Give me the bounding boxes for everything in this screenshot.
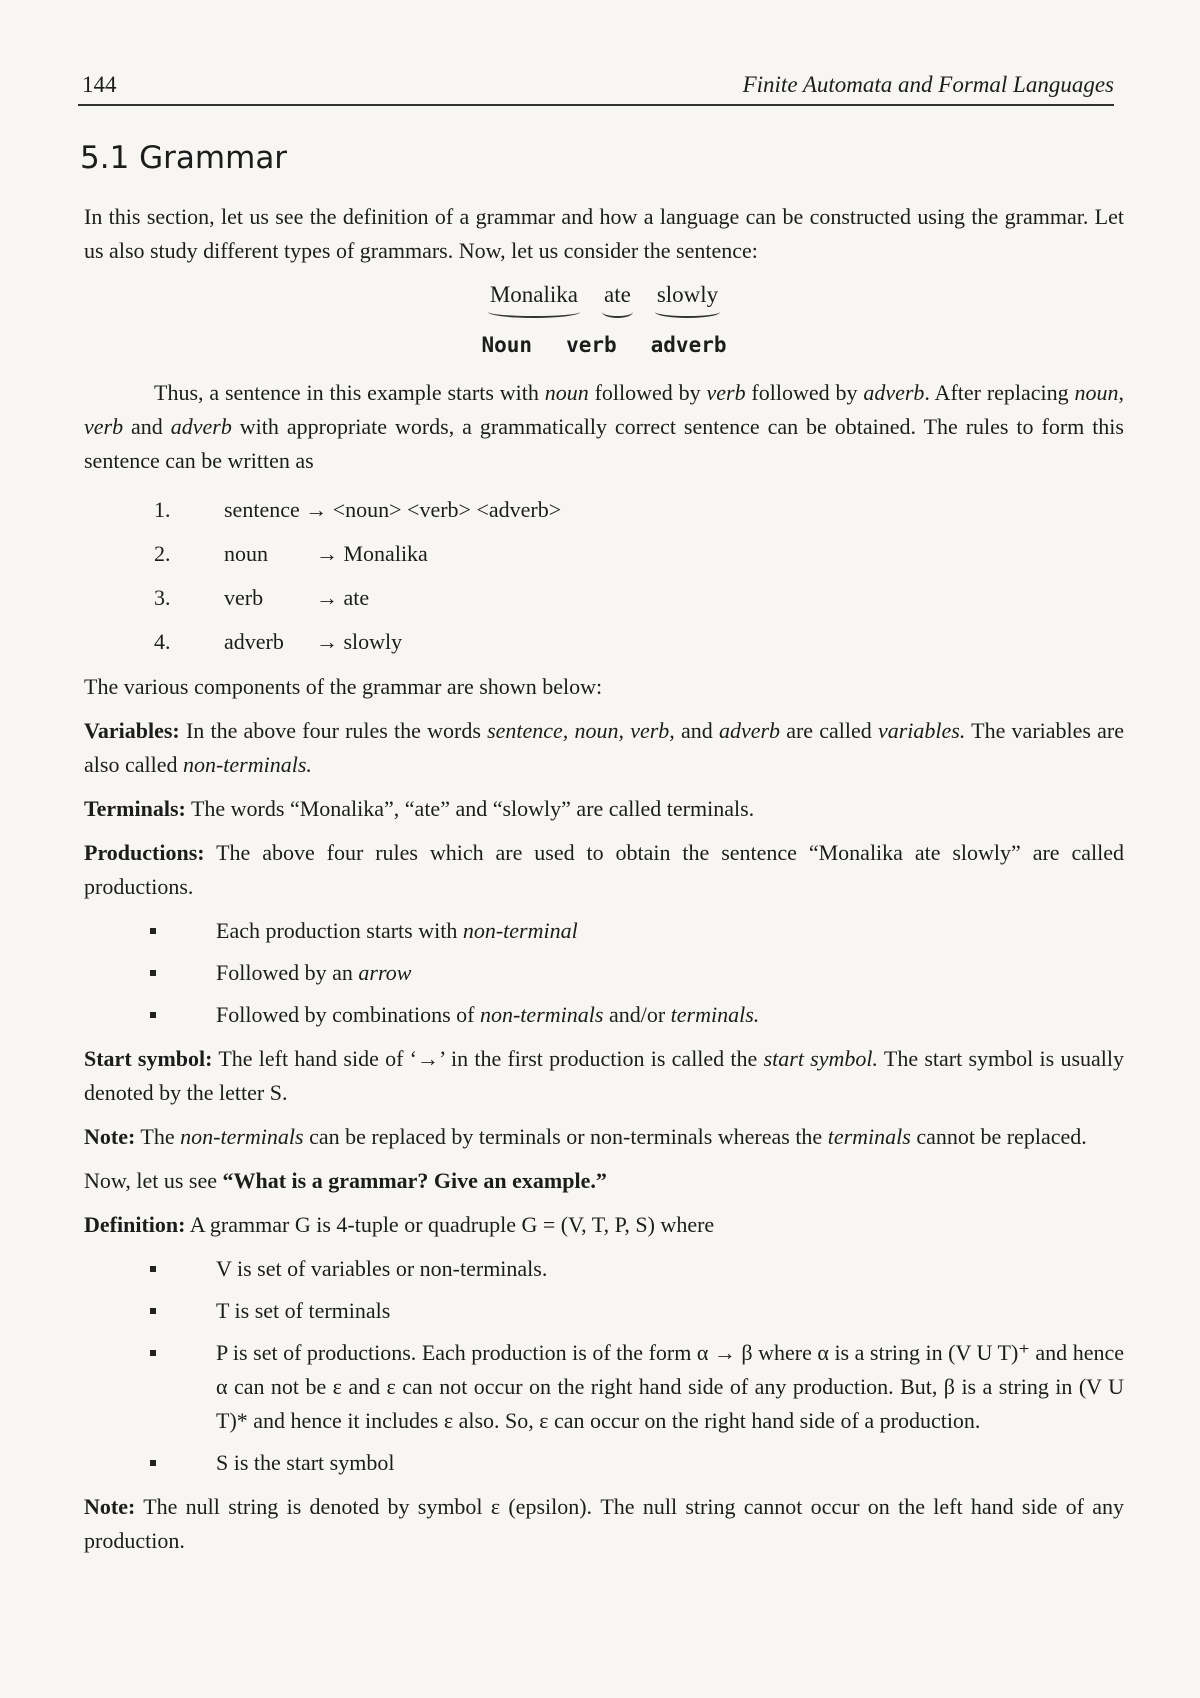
note-paragraph: Note: The null string is denoted by symbol ε (epsilon). The null string cannot occur on the left hand side of any production. (84, 1494, 1124, 1553)
definition-bullets (144, 1252, 1124, 1480)
list-item: Followed by combinations of non-terminals and/or terminals. (144, 998, 1124, 1032)
list-item: Followed by an arrow (144, 956, 1124, 990)
example-word: slowly (655, 278, 720, 318)
rule-item: 1. sentence → <noun> <verb> <adverb> (154, 497, 562, 522)
question-paragraph: Now, let us see “What is a grammar? Give an example.” (84, 1168, 607, 1193)
example-words (84, 278, 1124, 318)
components-intro: The various components of the grammar are shown below: (84, 674, 603, 699)
page-body (84, 200, 1124, 1568)
list-item: S is the start symbol (144, 1446, 1124, 1480)
page-header (78, 70, 1114, 106)
list-item: P is set of productions. Each production is of the form α → β where α is a string in (V U T)⁺ and hence α can not be ε and ε can not occur on the right hand side of any production. But, β is a string in (V U T)* and hence it includes ε also. So, ε can occur on the right hand side of a production. (144, 1336, 1124, 1438)
example-word: Monalika (488, 278, 580, 318)
definition-paragraph: Definition: A grammar G is 4-tuple or quadruple G = (V, T, P, S) where (84, 1212, 715, 1237)
part-of-speech: verb (566, 333, 617, 357)
list-item: Each production starts with non-terminal (144, 914, 1124, 948)
sentence-example (84, 278, 1124, 362)
production-rules (154, 488, 1124, 664)
list-item: T is set of terminals (144, 1294, 1124, 1328)
rule-item: 4. adverb → slowly (154, 629, 403, 654)
example-word: ate (602, 278, 633, 318)
part-of-speech: adverb (650, 333, 727, 357)
intro-paragraph: In this section, let us see the definition of a grammar and how a language can be constructed using the grammar. Let us also study different types of grammars. Now, let us consider the sentence: (84, 204, 1124, 263)
rule-item: 3. verb → ate (154, 585, 370, 610)
part-of-speech: Noun (481, 333, 533, 357)
productions-paragraph: Productions: The above four rules which are used to obtain the sentence “Monalika ate slowly” are called productions. (84, 840, 1124, 899)
section-heading: 5.1 Grammar (80, 140, 288, 176)
page-number: 144 (82, 72, 117, 97)
explanation-paragraph: Thus, a sentence in this example starts with noun followed by verb followed by adverb. After replacing noun, verb and adverb with appropriate words, a grammatically correct sentence can be obtained. The rules to form this sentence can be written as (84, 380, 1125, 473)
running-title: Finite Automata and Formal Languages (742, 72, 1114, 97)
variables-paragraph: Variables: In the above four rules the words sentence, noun, verb, and adverb are called variables. The variables are also called non-terminals. (84, 718, 1125, 777)
terminals-paragraph: Terminals: The words “Monalika”, “ate” and “slowly” are called terminals. (84, 796, 755, 821)
example-parts-of-speech (84, 328, 1124, 362)
list-item: V is set of variables or non-terminals. (144, 1252, 1124, 1286)
start-symbol-paragraph: Start symbol: The left hand side of ‘→’ in the first production is called the start symbol. The start symbol is usually denoted by the letter S. (84, 1046, 1124, 1105)
production-bullets (144, 914, 1124, 1032)
note-paragraph: Note: The non-terminals can be replaced by terminals or non-terminals whereas the terminals cannot be replaced. (84, 1124, 1087, 1149)
rule-item: 2. noun → Monalika (154, 541, 428, 566)
